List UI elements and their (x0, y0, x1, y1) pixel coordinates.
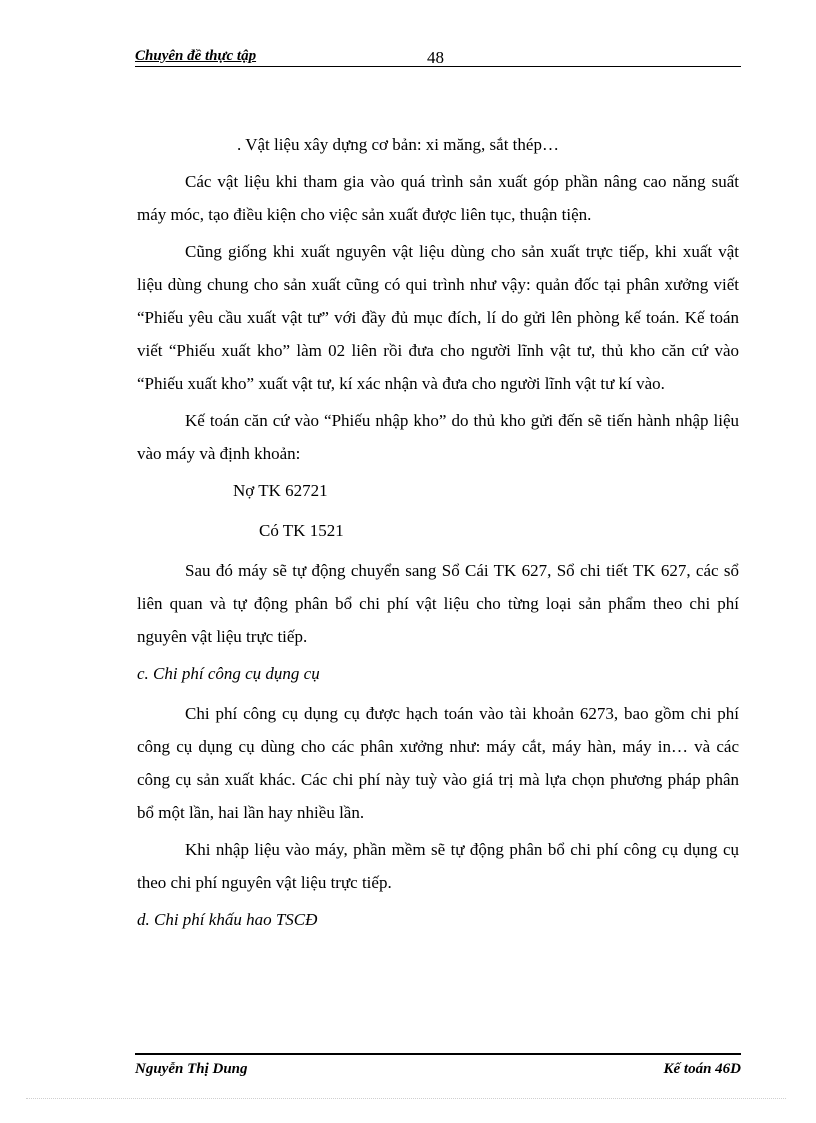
paragraph-3: Kế toán căn cứ vào “Phiếu nhập kho” do thủ kho gửi đến sẽ tiến hành nhập liệu vào máy và định khoản: (137, 411, 739, 463)
header-title: Chuyên đề thực tập (135, 48, 257, 64)
section-heading-d: d. Chi phí khấu hao TSCĐ (137, 910, 318, 929)
footer-author: Nguyễn Thị Dung (135, 1061, 248, 1077)
paragraph-4: Sau đó máy sẽ tự động chuyển sang Sổ Cái TK 627, Sổ chi tiết TK 627, các sổ liên quan và tự động phân bổ chi phí vật liệu cho từng loại sản phẩm theo chi phí nguyên vật liệu trực tiếp. (137, 561, 739, 646)
journal-entry-credit: Có TK 1521 (259, 521, 344, 540)
section-heading-c: c. Chi phí công cụ dụng cụ (137, 664, 320, 683)
journal-entry-debit: Nợ TK 62721 (233, 481, 328, 500)
paragraph-5: Chi phí công cụ dụng cụ được hạch toán vào tài khoản 6273, bao gồm chi phí công cụ dụng cụ dùng cho các phân xưởng như: máy cắt, máy hàn, máy in… và các công cụ sản xuất khác. Các chi phí này tuỳ vào giá trị mà lựa chọn phương pháp phân bổ một lần, hai lần hay nhiều lần. (137, 704, 739, 822)
footer-class: Kế toán 46D (663, 1061, 741, 1077)
page-footer (135, 1053, 741, 1083)
page-header (135, 48, 741, 67)
paragraph-6: Khi nhập liệu vào máy, phần mềm sẽ tự động phân bổ chi phí công cụ dụng cụ theo chi phí nguyên vật liệu trực tiếp. (137, 840, 739, 892)
paragraph-2: Cũng giống khi xuất nguyên vật liệu dùng cho sản xuất trực tiếp, khi xuất vật liệu dùng chung cho sản xuất cũng có qui trình như vậy: quản đốc tại phân xưởng viết “Phiếu yêu cầu xuất vật tư” với đầy đủ mục đích, lí do gửi lên phòng kế toán. Kế toán viết “Phiếu xuất kho” làm 02 liên rồi đưa cho người lĩnh vật tư, thủ kho căn cứ vào “Phiếu xuất kho” xuất vật tư, kí xác nhận và đưa cho người lĩnh vật tư kí vào. (137, 242, 739, 393)
page-number: 48 (427, 48, 444, 67)
paragraph-1: Các vật liệu khi tham gia vào quá trình sản xuất góp phần nâng cao năng suất máy móc, tạo điều kiện cho việc sản xuất được liên tục, thuận tiện. (137, 172, 739, 224)
bullet-item: . Vật liệu xây dựng cơ bản: xi măng, sắt thép… (237, 135, 559, 154)
document-body (137, 128, 739, 943)
page-edge-divider (26, 1098, 786, 1099)
